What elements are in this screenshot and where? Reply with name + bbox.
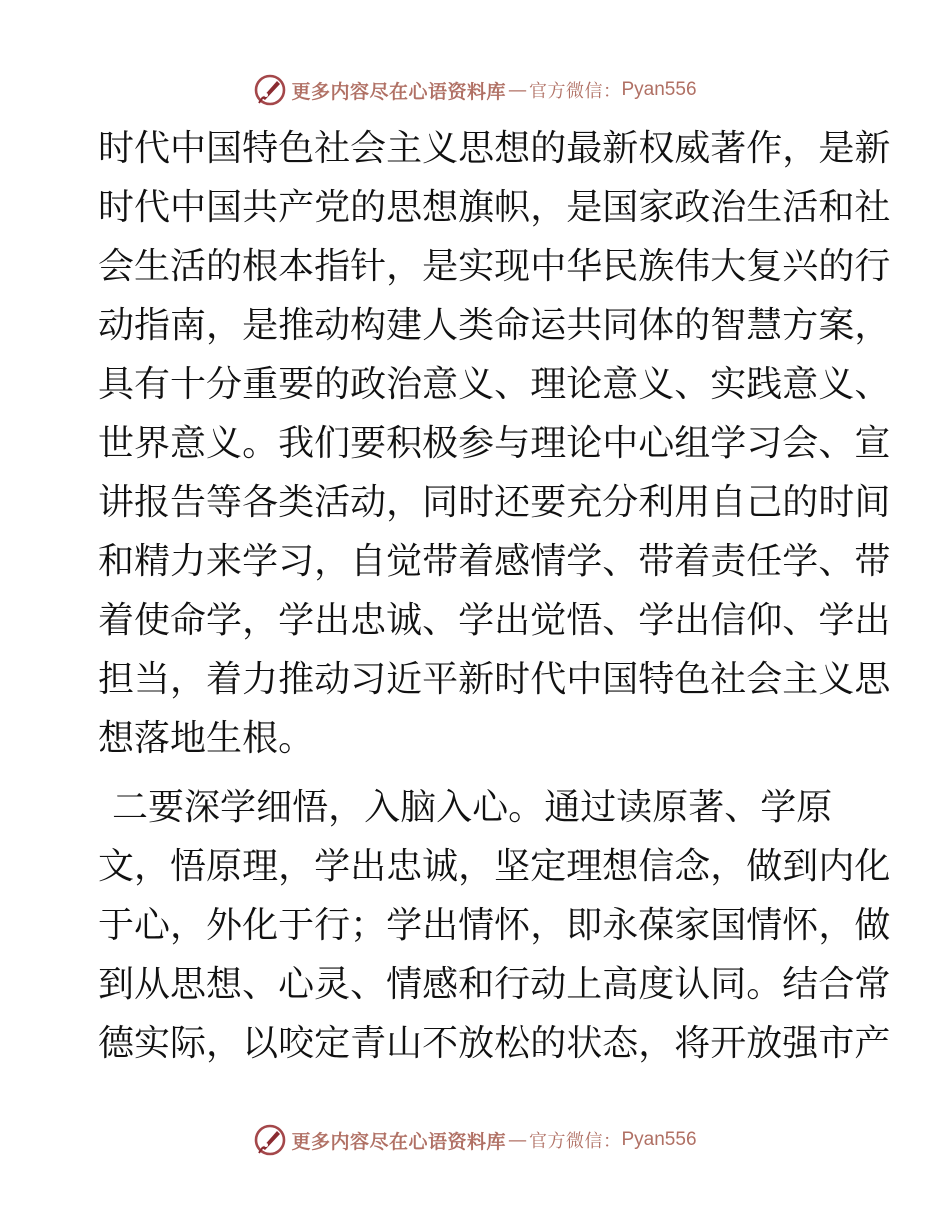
quill-pen-circle-logo-icon — [253, 1123, 287, 1157]
text-line: 德 实 际 ， 以 咬 定 青 山 不 放 松 的 状 态 ， 将 开 放 强 市 产 — [98, 1023, 891, 1064]
text-line: 会 生 活 的 根 本 指 针 ， 是 实 现 中 华 民 族 伟 大 复 兴 的 行 — [98, 246, 891, 287]
text-line: 动 指 南 ， 是 推 动 构 建 人 类 命 运 共 同 体 的 智 慧 方 案 ， — [98, 305, 891, 346]
text-line: 二 要 深 学 细 悟 ， 入 脑 入 心 。 通 过 读 原 著 、 学 原 — [112, 787, 833, 828]
text-line: 时 代 中 国 特 色 社 会 主 义 思 想 的 最 新 权 威 著 作 ， 是 新 — [98, 128, 891, 169]
contact-handle: Pyan556 — [621, 1129, 697, 1150]
contact-label: 官方微信： — [529, 81, 622, 102]
text-line: 担 当 ， 着 力 推 动 习 近 平 新 时 代 中 国 特 色 社 会 主 义 思 — [98, 659, 891, 700]
text-line: 世 界 意 义 。 我 们 要 积 极 参 与 理 论 中 心 组 学 习 会 、 宣 — [98, 423, 891, 464]
quill-pen-circle-logo-icon — [253, 73, 287, 107]
site-name: 更多内容尽在心语资料库 — [291, 1130, 506, 1153]
site-name: 更多内容尽在心语资料库 — [291, 80, 506, 103]
header-banner — [0, 72, 950, 108]
text-line: 到 从 思 想 、 心 灵 、 情 感 和 行 动 上 高 度 认 同 。 结 合 常 — [98, 964, 891, 1005]
text-line: 和 精 力 来 学 习 ， 自 觉 带 着 感 情 学 、 带 着 责 任 学 、 带 — [98, 541, 891, 582]
text-line: 时 代 中 国 共 产 党 的 思 想 旗 帜 ， 是 国 家 政 治 生 活 和 社 — [98, 187, 891, 228]
text-line: 于 心 ， 外 化 于 行 ； 学 出 情 怀 ， 即 永 葆 家 国 情 怀 ， 做 — [98, 905, 891, 946]
text-line: 想 落 地 生 根 。 — [98, 718, 315, 759]
paragraph-2 — [98, 778, 891, 1073]
paragraph-1 — [98, 119, 891, 768]
text-line: 文 ， 悟 原 理 ， 学 出 忠 诚 ， 坚 定 理 想 信 念 ， 做 到 内 化 — [98, 846, 891, 887]
text-line: 具 有 十 分 重 要 的 政 治 意 义 、 理 论 意 义 、 实 践 意 义 、 — [98, 364, 891, 405]
banner-separator: — — [508, 1129, 527, 1151]
contact-label: 官方微信： — [529, 1131, 622, 1152]
footer-banner — [0, 1122, 950, 1158]
banner-separator: — — [508, 79, 527, 101]
text-line: 讲 报 告 等 各 类 活 动 ， 同 时 还 要 充 分 利 用 自 己 的 时 间 — [98, 482, 891, 523]
contact-handle: Pyan556 — [621, 79, 697, 100]
text-line: 着 使 命 学 ， 学 出 忠 诚 、 学 出 觉 悟 、 学 出 信 仰 、 学 出 — [98, 600, 891, 641]
